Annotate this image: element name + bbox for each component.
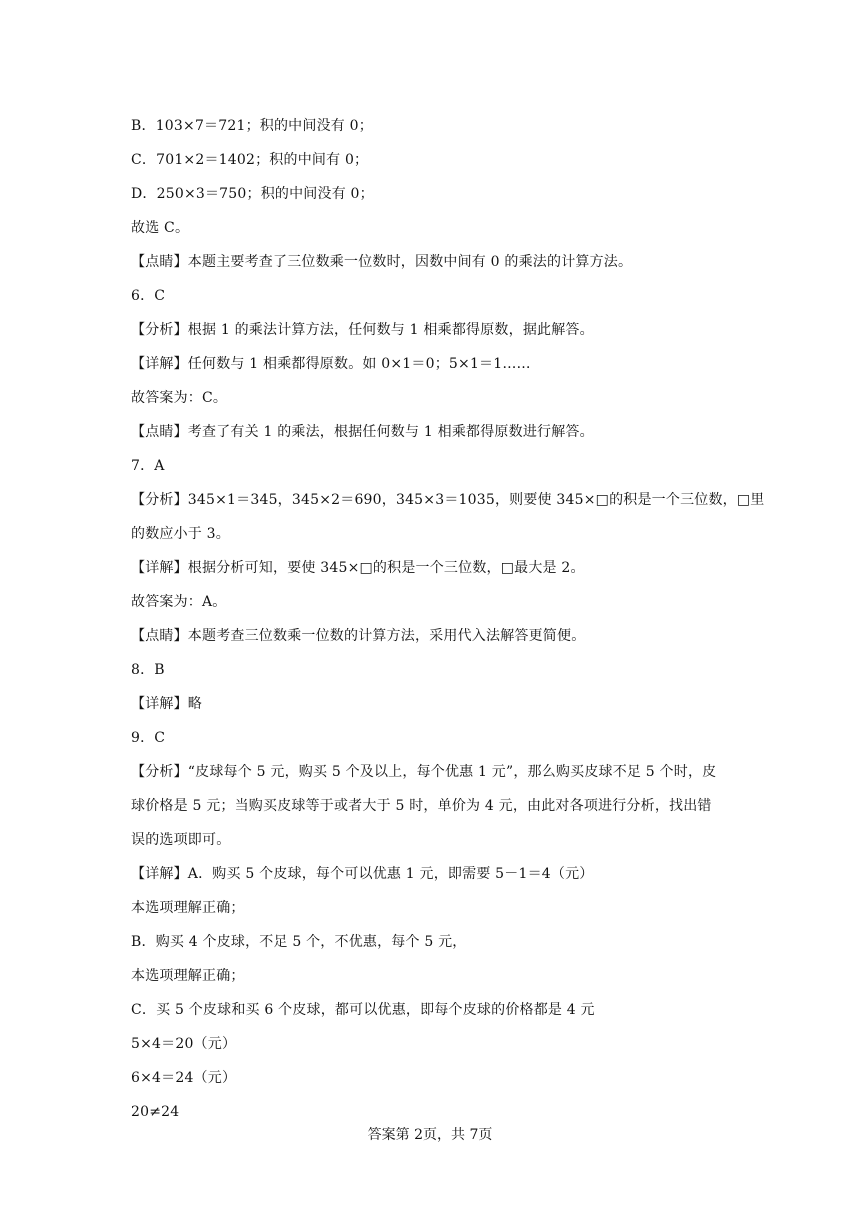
text-line: 【点睛】考查了有关 1 的乘法，根据任何数与 1 相乘都得原数进行解答。	[131, 424, 594, 440]
page-footer: 答案第 2页，共 7页	[367, 1127, 493, 1143]
text-line: B．购买 4 个皮球，不足 5 个，不优惠，每个 5 元，	[131, 934, 467, 950]
question-number: 6．C	[131, 288, 166, 304]
text-line: 故答案为：C。	[131, 390, 228, 406]
text-line: 本选项理解正确；	[131, 968, 245, 984]
text-line: C．701×2＝1402；积的中间有 0；	[131, 152, 369, 168]
text-line: 误的选项即可。	[131, 832, 231, 848]
text-line: 【分析】345×1＝345，345×2＝690，345×3＝1035，则要使 345×□的积是一个三位数，□里	[131, 492, 765, 508]
text-line: 20≠24	[131, 1104, 180, 1120]
question-number: 8．B	[131, 662, 165, 678]
answer-content	[131, 109, 765, 1129]
text-line: 的数应小于 3。	[131, 526, 230, 542]
text-line: 【详解】根据分析可知，要使 345×□的积是一个三位数，□最大是 2。	[131, 560, 585, 576]
text-line: 球价格是 5 元；当购买皮球等于或者大于 5 时，单价为 4 元，由此对各项进行分析，找出错	[131, 798, 712, 814]
text-line: 5×4＝20（元）	[131, 1036, 237, 1052]
text-line: 【点睛】本题主要考查了三位数乘一位数时，因数中间有 0 的乘法的计算方法。	[131, 254, 633, 270]
text-line: 故选 C。	[131, 220, 190, 236]
text-line: 【点睛】本题考查三位数乘一位数的计算方法，采用代入法解答更简便。	[131, 628, 586, 644]
text-line: 故答案为：A。	[131, 594, 227, 610]
text-line: 【详解】任何数与 1 相乘都得原数。如 0×1＝0；5×1＝1……	[131, 356, 531, 372]
text-line: 【分析】“皮球每个 5 元，购买 5 个及以上，每个优惠 1 元”，那么购买皮球不足 5 个时，皮	[131, 764, 717, 780]
text-line: B．103×7＝721；积的中间没有 0；	[131, 118, 373, 134]
text-line: 【详解】略	[131, 696, 202, 712]
text-line: 6×4＝24（元）	[131, 1070, 237, 1086]
text-line: D．250×3＝750；积的中间没有 0；	[131, 186, 374, 202]
text-line: C．买 5 个皮球和买 6 个皮球，都可以优惠，即每个皮球的价格都是 4 元	[131, 1002, 595, 1018]
text-line: 【分析】根据 1 的乘法计算方法，任何数与 1 相乘都得原数，据此解答。	[131, 322, 594, 338]
text-line: 【详解】A．购买 5 个皮球，每个可以优惠 1 元，即需要 5－1＝4（元）	[131, 866, 594, 882]
question-number: 7．A	[131, 458, 165, 474]
question-number: 9．C	[131, 730, 166, 746]
text-line: 本选项理解正确；	[131, 900, 245, 916]
